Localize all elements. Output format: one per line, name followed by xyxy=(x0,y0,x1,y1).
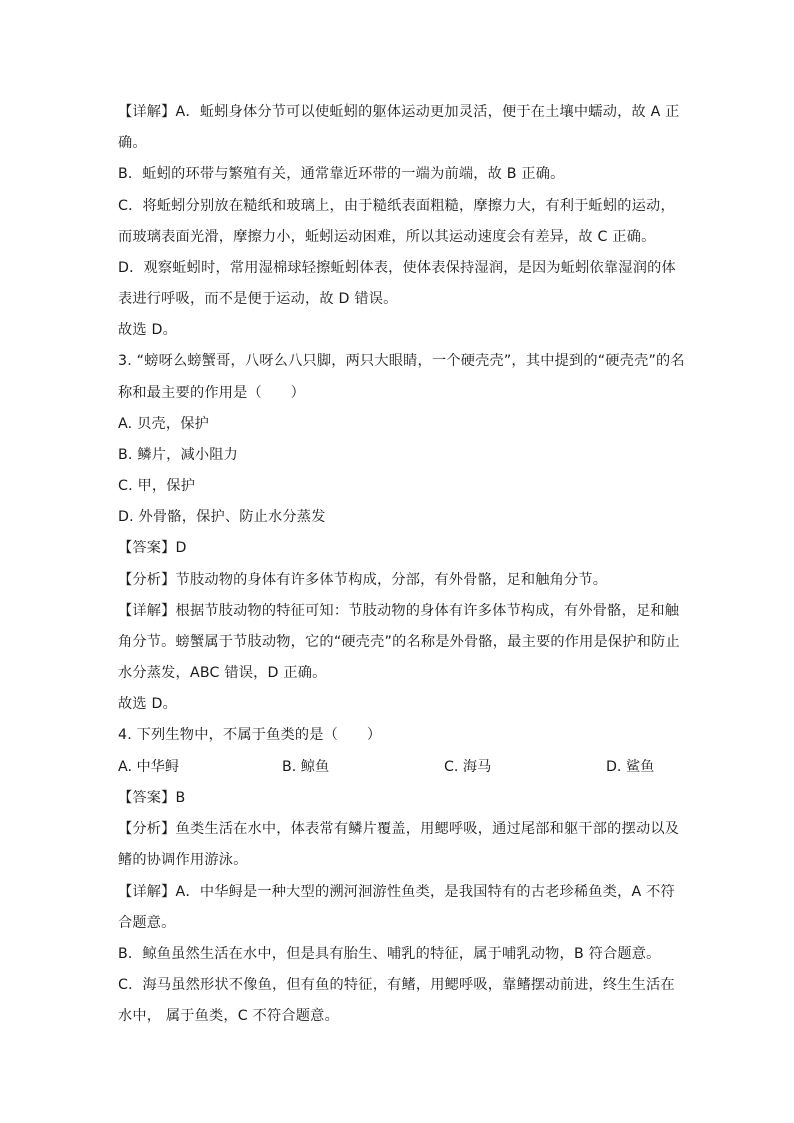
answer-option: C. 甲，保护 xyxy=(118,478,196,494)
answer-label: 【答案】D xyxy=(118,540,187,556)
question-text: 3. “螃呀么螃蟹哥，八呀么八只脚，两只大眼睛，一个硬壳壳”，其中提到的“硬壳壳”的名 xyxy=(118,353,685,369)
text-line: 表进行呼吸，而不是便于运动，故 D 错误。 xyxy=(118,291,398,307)
detail-text: 合题意。 xyxy=(118,915,176,931)
text-line: 故选 D。 xyxy=(118,322,177,338)
detail-text: 【详解】根据节肢动物的特征可知：节肢动物的身体有许多体节构成，有外骨骼，足和触 xyxy=(118,603,680,619)
question-text: 4. 下列生物中，不属于鱼类的是（ ） xyxy=(118,727,382,743)
text-line: 确。 xyxy=(118,135,147,151)
analysis-text: 鳍的协调作用游泳。 xyxy=(118,852,248,868)
answer-option: C. 海马 xyxy=(444,759,492,775)
answer-option: D. 鲨鱼 xyxy=(606,759,655,775)
text-line: C．将蚯蚓分别放在糙纸和玻璃上，由于糙纸表面粗糙，摩擦力大，有利于蚯蚓的运动， xyxy=(118,198,675,214)
answer-label: 【答案】B xyxy=(118,790,186,806)
detail-text: 角分节。螃蟹属于节肢动物，它的“硬壳壳”的名称是外骨骼，最主要的作用是保护和防止 xyxy=(118,634,680,650)
answer-option: D. 外骨骼，保护、防止水分蒸发 xyxy=(118,509,326,525)
detail-text: 水分蒸发，ABC 错误，D 正确。 xyxy=(118,665,327,681)
detail-text: B．鲸鱼虽然生活在水中，但是具有胎生、哺乳的特征，属于哺乳动物，B 符合题意。 xyxy=(118,946,661,962)
question-text: 称和最主要的作用是（ ） xyxy=(118,385,306,401)
analysis-text: 【分析】节肢动物的身体有许多体节构成，分部，有外骨骼，足和触角分节。 xyxy=(118,572,608,588)
text-line: B．蚯蚓的环带与繁殖有关，通常靠近环带的一端为前端，故 B 正确。 xyxy=(118,166,565,182)
answer-option: B. 鲸鱼 xyxy=(282,759,330,775)
analysis-text: 【分析】鱼类生活在水中，体表常有鳞片覆盖，用鳃呼吸，通过尾部和躯干部的摆动以及 xyxy=(118,821,680,837)
answer-option: A. 中华鲟 xyxy=(118,759,180,775)
text-line: D．观察蚯蚓时，常用湿棉球轻擦蚯蚓体表，使体表保持湿润，是因为蚯蚓依靠湿润的体 xyxy=(118,260,676,276)
text-line: 而玻璃表面光滑，摩擦力小，蚯蚓运动困难，所以其运动速度会有差异，故 C 正确。 xyxy=(118,229,656,245)
text-line: 故选 D。 xyxy=(118,696,177,712)
detail-text: C．海马虽然形状不像鱼，但有鱼的特征，有鳍，用鳃呼吸，靠鳍摆动前进，终生生活在 xyxy=(118,977,675,993)
answer-option: A. 贝壳，保护 xyxy=(118,416,210,432)
text-line: 【详解】A．蚯蚓身体分节可以使蚯蚓的躯体运动更加灵活，便于在土壤中蠕动，故 A 正 xyxy=(118,104,680,120)
answer-option: B. 鳞片，减小阻力 xyxy=(118,447,239,463)
detail-text: 【详解】A．中华鲟是一种大型的溯河洄游性鱼类，是我国特有的古老珍稀鱼类，A 不符 xyxy=(118,884,675,900)
detail-text: 水中， 属于鱼类，C 不符合题意。 xyxy=(118,1008,339,1024)
